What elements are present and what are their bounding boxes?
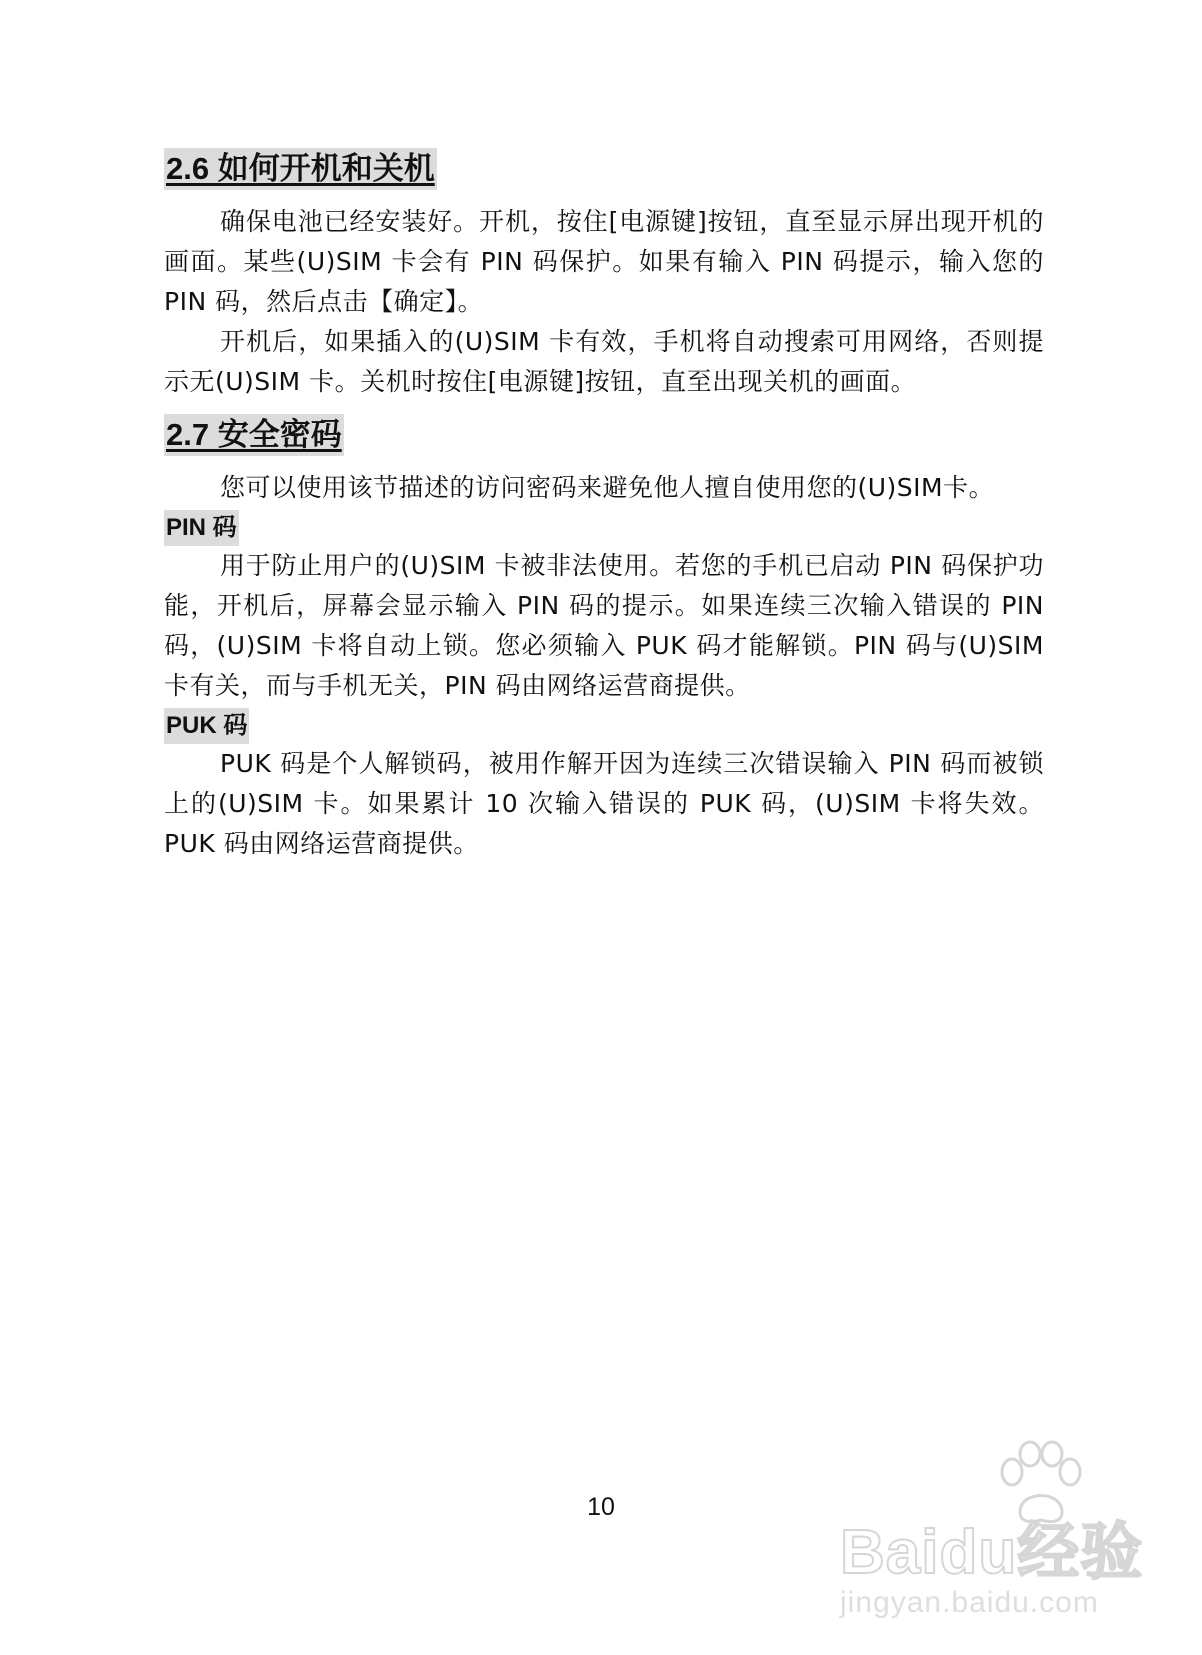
paragraph-power-off: 开机后，如果插入的(U)SIM 卡有效，手机将自动搜索可用网络，否则提示无(U)SIM 卡。关机时按住[电源键]按钮，直至出现关机的画面。 [164,327,1044,396]
page-number: 10 [587,1493,615,1521]
pin-subsection [164,508,1044,546]
pin-heading: PIN 码 [164,510,239,546]
page-content [164,148,1044,864]
paragraph-security-intro: 您可以使用该节描述的访问密码来避免他人擅自使用您的(U)SIM卡。 [220,473,995,502]
section-2-7 [164,414,1044,456]
watermark-site: jingyan.baidu.com [840,1586,1099,1619]
paragraph-power-on: 确保电池已经安装好。开机，按住[电源键]按钮，直至显示屏出现开机的画面。某些(U)SIM 卡会有 PIN 码保护。如果有输入 PIN 码提示，输入您的 PIN 码，然后点击【确定】。 [164,207,1044,316]
watermark-brand: Baidu经验 [840,1518,1144,1587]
puk-heading: PUK 码 [164,708,249,744]
section-heading-2-6: 2.6 如何开机和关机 [164,148,437,190]
section-heading-2-7: 2.7 安全密码 [164,414,344,456]
paragraph-pin: 用于防止用户的(U)SIM 卡被非法使用。若您的手机已启动 PIN 码保护功能，开机后，屏幕会显示输入 PIN 码的提示。如果连续三次输入错误的 PIN 码，(U)SIM 卡将自动上锁。您必须输入 PUK 码才能解锁。PIN 码与(U)SIM 卡有关，而与手机无关，PIN 码由网络运营商提供。 [164,551,1044,700]
section-2-6 [164,148,1044,190]
paragraph-puk: PUK 码是个人解锁码，被用作解开因为连续三次错误输入 PIN 码而被锁上的(U)SIM 卡。如果累计 10 次输入错误的 PUK 码，(U)SIM 卡将失效。PUK 码由网络运营商提供。 [164,749,1044,858]
baidu-watermark [840,1440,1160,1640]
puk-subsection [164,706,1044,744]
